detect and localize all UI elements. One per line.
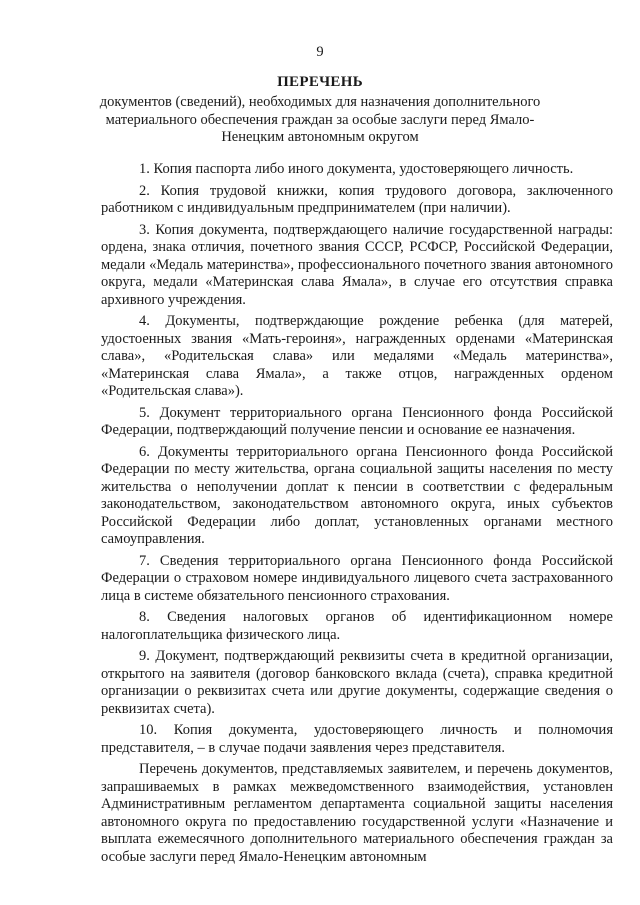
list-item: 1. Копия паспорта либо иного документа, удостоверяющего личность. bbox=[139, 161, 574, 177]
list-item: 6. Документы территориального органа Пенсионного фонда Российской Федерации по месту жительства, органа социальной защиты населения по месту жительства о неполучении доплат к пенсии в соответствии с федеральным законодательством, законодательством автономного округа, иных субъектов Российской Федерации либо доплат, установленных органами местного самоуправления. bbox=[101, 443, 613, 547]
list-item: 9. Документ, подтверждающий реквизиты счета в кредитной организации, открытого на заявителя (договор банковского вклада (счета), справка кредитной организации о реквизитах счета или другие документы, содержащие сведения о реквизитах счета). bbox=[101, 648, 613, 717]
list-item: 3. Копия документа, подтверждающего наличие государственной награды: ордена, знака отличия, почетного звания СССР, РСФСР, Российской Федерации, медали «Медаль материнства», профессионального почетного звания автономного округа, медали «Материнская слава Ямала», в случае его отсутствия справка архивного учреждения. bbox=[101, 221, 613, 308]
list-item: 4. Документы, подтверждающие рождение ребенка (для матерей, удостоенных звания «Мать-героиня», награжденных орденами «Материнская слава», «Родительская слава» или медалями «Медаль материнства», «Материнская слава Ямала», а также отцов, награжденных орденом «Родительская слава»). bbox=[101, 313, 613, 399]
document-subtitle: документов (сведений), необходимых для назначения дополнительного материального обеспечения граждан за особые заслуги перед Ямало-Ненецким автономным округом bbox=[99, 94, 541, 145]
page-number: 9 bbox=[316, 44, 324, 60]
list-item: 5. Документ территориального органа Пенсионного фонда Российской Федерации, подтверждающий получение пенсии и основание ее назначения. bbox=[101, 404, 613, 438]
document-title: ПЕРЕЧЕНЬ bbox=[277, 74, 363, 90]
closing-paragraph: Перечень документов, представляемых заявителем, и перечень документов, запрашиваемых в рамках межведомственного взаимодействия, установлен Административным регламентом департамента социальной защиты населения автономного округа по предоставлению государственной услуги «Назначение и выплата ежемесячного дополнительного материального обеспечения граждан за особые заслуги перед Ямало-Ненецким автономным bbox=[101, 761, 613, 865]
document-body bbox=[101, 161, 613, 866]
list-item: 7. Сведения территориального органа Пенсионного фонда Российской Федерации о страховом номере индивидуального лицевого счета застрахованного лица в системе обязательного пенсионного страхования. bbox=[101, 552, 613, 604]
list-item: 8. Сведения налоговых органов об идентификационном номере налогоплательщика физического лица. bbox=[101, 609, 613, 643]
list-item: 10. Копия документа, удостоверяющего личность и полномочия представителя, – в случае подачи заявления через представителя. bbox=[101, 722, 613, 756]
list-item: 2. Копия трудовой книжки, копия трудового договора, заключенного работником с индивидуальным предпринимателем (при наличии). bbox=[101, 182, 613, 216]
